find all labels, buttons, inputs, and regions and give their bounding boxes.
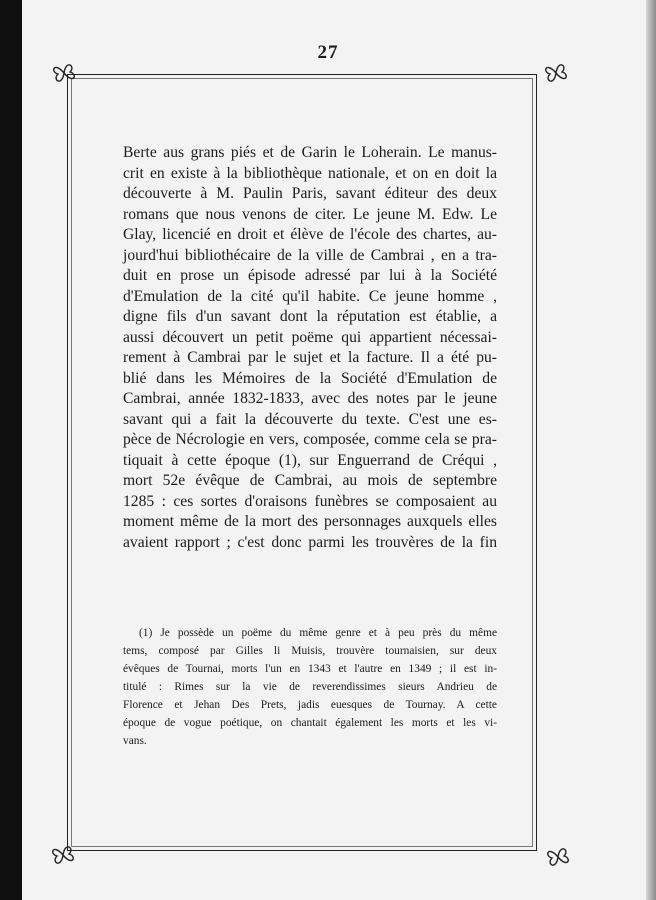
footnote-line: Florence et Jehan Des Prets, jadis euesques de Tournay. A cette (123, 699, 497, 711)
text-line: avaient rapport ; c'est donc parmi les trouvères de la fin (123, 533, 497, 551)
text-line: Berte aus grans piés et de Garin le Loherain. Le manus- (123, 144, 497, 161)
footnote-line: évêques de Tournai, morts l'un en 1343 et l'autre en 1349 ; il est in- (123, 663, 497, 675)
footnote-line: titulé : Rimes sur la vie de reverendissimes sieurs Andrieu de (123, 681, 497, 693)
text-line: pèce de Nécrologie en vers, composée, comme cela se pra- (123, 431, 497, 448)
footnote-line: époque de vogue poétique, on chantait également les morts et les vi- (123, 717, 497, 729)
corner-ornament-icon (48, 840, 78, 870)
text-line: moment même de la mort des personnages auxquels elles (123, 513, 497, 530)
text-line: Glay, licencié en droit et élève de l'école des chartes, au- (123, 226, 497, 243)
footnote-line: (1) Je possède un poëme du même genre et à peu près du même (139, 627, 497, 639)
main-text-block (123, 143, 497, 553)
text-line: jourd'hui bibliothécaire de la ville de Cambrai , en a tra- (123, 246, 497, 264)
text-line: rement à Cambrai par le sujet et la facture. Il a été pu- (123, 349, 497, 366)
text-line: aussi découvert un petit poëme qui appartient nécessai- (123, 328, 497, 346)
scan-edge-left (0, 0, 22, 900)
text-line: digne fils d'un savant dont la réputation est établie, a (123, 308, 497, 325)
corner-ornament-icon (541, 58, 571, 88)
text-line: 1285 : ces sortes d'oraisons funèbres se composaient au (123, 492, 497, 510)
text-line: duit en prose un épisode adressé par lui à la Société (123, 267, 497, 284)
footnote-line: vans. (123, 735, 147, 747)
text-line: tiquait à cette époque (1), sur Enguerrand de Créqui , (123, 451, 497, 469)
text-line: mort 52e évêque de Cambrai, au mois de septembre (123, 472, 497, 489)
text-line: romans que nous venons de citer. Le jeune M. Edw. Le (123, 205, 497, 223)
text-line: Cambrai, année 1832-1833, avec des notes par le jeune (123, 390, 497, 407)
corner-ornament-icon (543, 842, 573, 872)
text-line: crit en existe à la bibliothèque nationale, et on en doit la (123, 164, 497, 182)
text-line: savant qui a fait la découverte du texte. C'est une es- (123, 410, 497, 428)
scan-edge-right (646, 0, 656, 900)
page-number: 27 (317, 42, 339, 63)
footnote-line: tems, composé par Gilles li Muisis, trouvère tournaisien, sur deux (123, 645, 497, 657)
text-line: blié dans les Mémoires de la Société d'Emulation de (123, 369, 497, 387)
text-line: découverte à M. Paulin Paris, savant éditeur des deux (123, 185, 497, 202)
text-line: d'Emulation de la cité qu'il habite. Ce jeune homme , (123, 287, 497, 305)
corner-ornament-icon (49, 58, 79, 88)
footnote-block (123, 624, 497, 750)
